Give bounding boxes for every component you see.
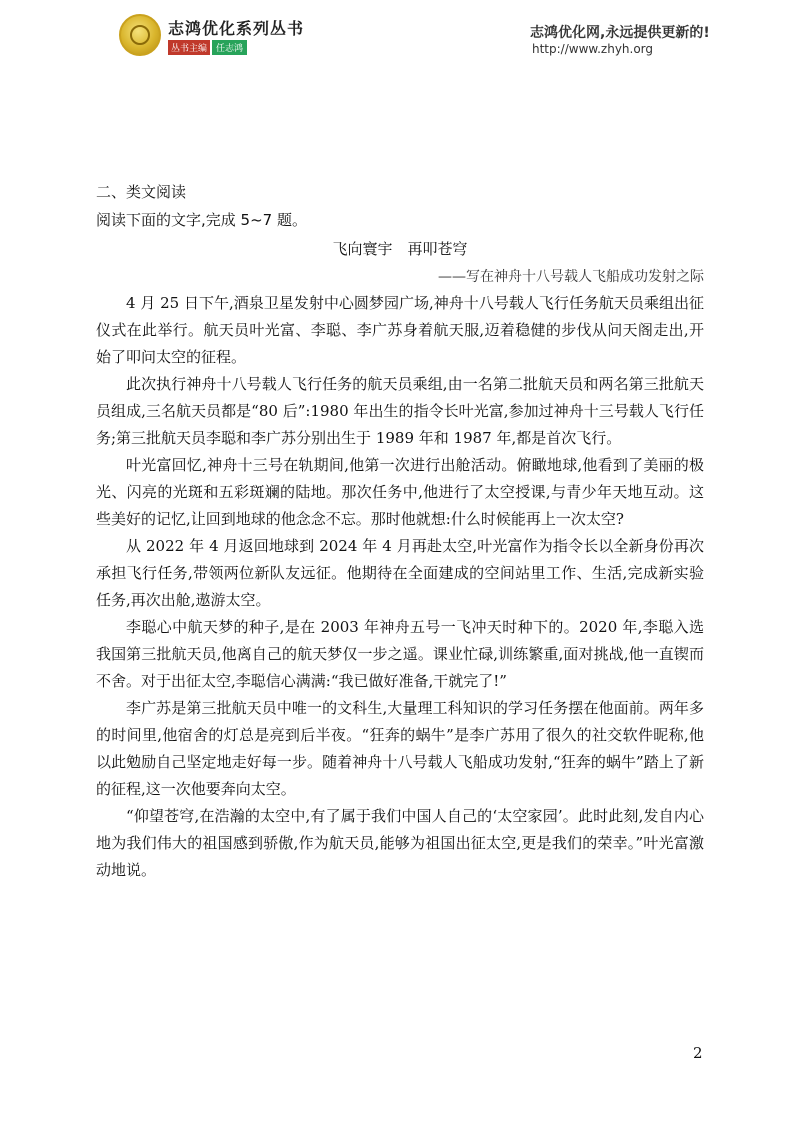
- paragraph: 叶光富回忆,神舟十三号在轨期间,他第一次进行出舱活动。俯瞰地球,他看到了美丽的极光、闪亮的光斑和五彩斑斓的陆地。那次任务中,他进行了太空授课,与青少年天地互动。这些美好的记忆,让回到地球的他念念不忘。那时他就想:什么时候能再上一次太空?: [96, 456, 704, 528]
- header-slogan: 志鸿优化网,永远提供更新的!: [530, 25, 710, 41]
- paragraph: 4 月 25 日下午,酒泉卫星发射中心圆梦园广场,神舟十八号载人飞行任务航天员乘组出征仪式在此举行。航天员叶光富、李聪、李广苏身着航天服,迈着稳健的步伐从问天阁走出,开始了叩问太空的征程。: [96, 294, 704, 366]
- series-title: 志鸿优化系列丛书: [168, 19, 305, 38]
- paragraph: “仰望苍穹,在浩瀚的太空中,有了属于我们中国人自己的‘太空家园’。此时此刻,发自内心地为我们伟大的祖国感到骄傲,作为航天员,能够为祖国出征太空,更是我们的荣幸。”叶光富激动地说。: [96, 807, 704, 879]
- paragraph: 此次执行神舟十八号载人飞行任务的航天员乘组,由一名第二批航天员和两名第三批航天员组成,三名航天员都是“80 后”:1980 年出生的指令长叶光富,参加过神舟十三号载人飞行任务;第三批航天员李聪和李广苏分别出生于 1989 年和 1987 年,都是首次飞行。: [96, 375, 704, 447]
- editor-row: [168, 40, 247, 55]
- gold-seal-icon: [119, 14, 161, 56]
- paragraph: 李广苏是第三批航天员中唯一的文科生,大量理工科知识的学习任务摆在他面前。两年多的时间里,他宿舍的灯总是亮到后半夜。“狂奔的蜗牛”是李广苏用了很久的社交软件昵称,他以此勉励自己坚定地走好每一步。随着神舟十八号载人飞船成功发射,“狂奔的蜗牛”踏上了新的征程,这一次他要奔向太空。: [96, 699, 704, 798]
- article-subtitle: ——写在神舟十八号载人飞船成功发射之际: [438, 269, 704, 285]
- editor-name: 任志鸿: [212, 40, 247, 55]
- paragraph: 李聪心中航天梦的种子,是在 2003 年神舟五号一飞冲天时种下的。2020 年,李聪入选我国第三批航天员,他离自己的航天梦仅一步之遥。课业忙碌,训练繁重,面对挑战,他一直锲而不舍。对于出征太空,李聪信心满满:“我已做好准备,干就完了!”: [96, 618, 704, 690]
- page-number: 2: [693, 1044, 703, 1062]
- header-url: http://www.zhyh.org: [532, 42, 654, 56]
- article-body: [96, 290, 704, 884]
- reading-instruction: 阅读下面的文字,完成 5~7 题。: [96, 211, 307, 229]
- page-header: [0, 0, 800, 70]
- paragraph: 从 2022 年 4 月返回地球到 2024 年 4 月再赴太空,叶光富作为指令长以全新身份再次承担飞行任务,带领两位新队友远征。他期待在全面建成的空间站里工作、生活,完成新实验任务,再次出舱,遨游太空。: [96, 537, 704, 609]
- section-heading: 二、类文阅读: [96, 183, 187, 201]
- article-title: 飞向寰宇 再叩苍穹: [332, 240, 468, 258]
- editor-label: 丛书主编: [168, 40, 210, 55]
